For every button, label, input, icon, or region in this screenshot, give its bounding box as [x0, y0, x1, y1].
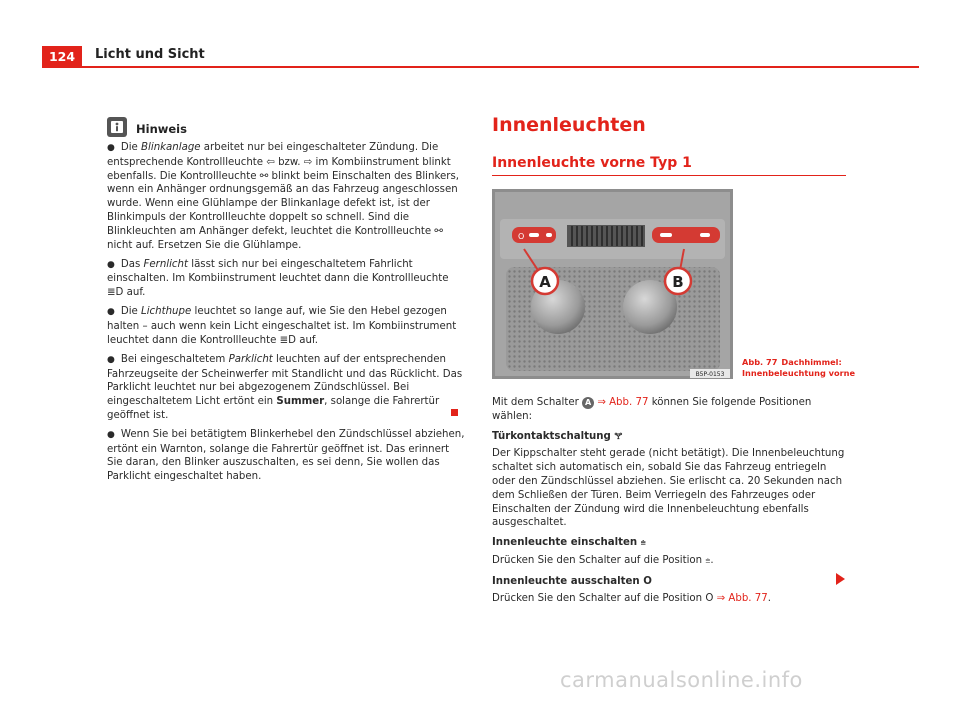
- figure-roof-console: [492, 189, 733, 379]
- light-on-heading: Innenleuchte einschalten ⩧: [492, 537, 646, 549]
- figure-link[interactable]: ⇒ Abb. 77: [716, 592, 768, 604]
- body-text: [492, 396, 852, 611]
- section-title: Innenleuchten: [492, 114, 646, 136]
- note-title: Hinweis: [136, 122, 187, 136]
- callout-b-label: B: [672, 273, 684, 291]
- door-contact-text: Der Kippschalter steht gerade (nicht betätigt). Die Innenbeleuchtung schaltet sich automatisch ein, sobald Sie das Fahrzeug entriegeln oder den Zündschlüssel abziehen. Sie erlischt ca. 20 Sekunden nach dem Schließen der Türen. Beim Verriegeln des Fahrzeuges oder Einschalten der Zündung wird die Innenbeleuchtung ebenfalls ausgeschaltet.: [492, 448, 845, 529]
- figure-caption-title: Dachhimmel:: [781, 357, 842, 367]
- light-off-text: Drücken Sie den Schalter auf die Position O ⇒ Abb. 77.: [492, 592, 771, 604]
- bullet-icon: ●: [107, 307, 115, 318]
- intro-paragraph: Mit dem Schalter A ⇒ Abb. 77 können Sie folgende Positionen wählen:: [492, 397, 812, 422]
- vent-grille: [567, 225, 645, 247]
- figure-link[interactable]: ⇒ Abb. 77: [597, 397, 649, 408]
- page-number: 124: [42, 46, 82, 67]
- interior-light-icon: ⩧: [640, 538, 646, 549]
- figure-caption-label: Abb. 77: [742, 357, 778, 367]
- figure-code: B5P-0153: [695, 371, 725, 378]
- header-rule: [42, 66, 919, 68]
- figure-caption-text: Innenbeleuchtung vorne: [742, 367, 856, 378]
- note-item: ● Die Blinkanlage arbeitet nur bei eingeschalteter Zündung. Die entsprechende Kontrollleuchte ⇦ bzw. ⇨ im Kombiinstrument blinkt ebenfalls. Die Kontrollleuchte ⚯ blinkt beim Einschalten des Blinkers, wenn ein Anhänger ordnungsgemäß an das Fahrzeug angeschlossen wurde. Wenn eine Glühlampe der Blinkanlage defekt ist, ist der Blinkimpuls der Kontrollleuchte doppelt so schnell. Sind die Blinkleuchten am Anhänger defekt, leuchtet die Kontrollleuchte ⚯ nicht auf. Ersetzen Sie die Glühlampe.: [107, 142, 460, 251]
- light-on-text: Drücken Sie den Schalter auf die Position ⩧.: [492, 554, 714, 566]
- note-item: ● Bei eingeschaltetem Parklicht leuchten auf der entsprechenden Fahrzeugseite der Scheinwerfer mit Standlicht und das Rücklicht. Das Parklicht leuchtet nur bei abgezogenem Zündschlüssel. Bei eingeschaltetem Licht ertönt ein Summer, solange die Fahrertür geöffnet ist.: [107, 353, 463, 421]
- bullet-icon: ●: [107, 429, 115, 440]
- subsection-title: Innenleuchte vorne Typ 1: [492, 155, 692, 171]
- interior-light-icon: ⩧: [705, 555, 711, 566]
- note-item: ● Das Fernlicht lässt sich nur bei eingeschaltetem Fahrlicht einschalten. Im Kombiinstrument leuchtet dann die Kontrollleuchte ≣D auf.: [107, 258, 449, 299]
- subsection-rule: [492, 175, 846, 176]
- note-body: [107, 141, 467, 489]
- light-off-heading: Innenleuchte ausschalten O: [492, 575, 652, 587]
- note-item: ● Wenn Sie bei betätigtem Blinkerhebel den Zündschlüssel abziehen, ertönt ein Warnton, solange die Fahrertür geöffnet ist. Das erinnert Sie daran, den Blinker auszuschalten, es sei denn, Sie wollen das Parklicht eingeschaltet haben.: [107, 428, 465, 483]
- bullet-icon: ●: [107, 354, 115, 365]
- note-item: ● Die Lichthupe leuchtet so lange auf, wie Sie den Hebel gezogen halten – auch wenn kein Licht eingeschaltet ist. Im Kombiinstrument leuchtet dann die Kontrollleuchte ≣D auf.: [107, 306, 457, 346]
- bullet-icon: ●: [107, 143, 115, 153]
- page-header-title: Licht und Sicht: [95, 47, 205, 62]
- watermark: carmanualsonline.info: [560, 668, 803, 692]
- bullet-icon: ●: [107, 259, 115, 270]
- callout-a-label: A: [539, 273, 551, 291]
- continue-arrow-icon: [836, 573, 845, 585]
- svg-text:O: O: [518, 232, 525, 241]
- door-contact-icon: 🝖: [614, 431, 623, 442]
- figure-caption: [742, 357, 855, 378]
- section-end-marker: [451, 409, 458, 416]
- door-contact-heading: Türkontaktschaltung 🝖: [492, 430, 623, 442]
- switch-a-badge: A: [582, 397, 594, 409]
- info-note-icon: [107, 117, 127, 137]
